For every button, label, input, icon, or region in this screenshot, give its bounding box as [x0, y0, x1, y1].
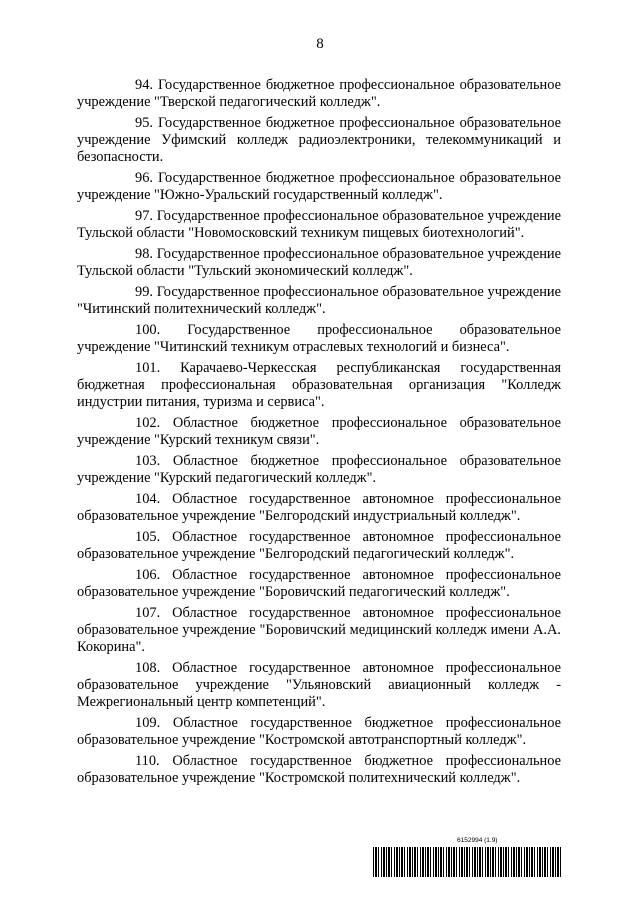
list-item: 95. Государственное бюджетное профессиональное образовательное учреждение Уфимский колледж радиоэлектроники, телекоммуникаций и безопасности.	[77, 115, 561, 165]
barcode-icon	[373, 847, 563, 877]
list-item: 107. Областное государственное автономное профессиональное образовательное учреждение "Боровичский медицинский колледж имени А.А. Кокорина".	[77, 605, 561, 655]
document-code: 6152994 (1.9)	[457, 837, 498, 844]
list-item: 98. Государственное профессиональное образовательное учреждение Тульской области "Тульский экономический колледж".	[77, 246, 561, 279]
list-item: 99. Государственное профессиональное образовательное учреждение "Читинский политехнический колледж".	[77, 284, 561, 317]
list-item: 109. Областное государственное бюджетное профессиональное образовательное учреждение "Костромской автотранспортный колледж".	[77, 715, 561, 748]
page-number: 8	[316, 36, 324, 52]
list-item: 101. Карачаево-Черкесская республиканская государственная бюджетная профессиональная образовательная организация "Колледж индустрии питания, туризма и сервиса".	[77, 360, 561, 410]
list-item: 96. Государственное бюджетное профессиональное образовательное учреждение "Южно-Уральский государственный колледж".	[77, 170, 561, 203]
document-body	[77, 77, 561, 791]
list-item: 110. Областное государственное бюджетное профессиональное образовательное учреждение "Костромской политехнический колледж".	[77, 753, 561, 786]
list-item: 100. Государственное профессиональное образовательное учреждение "Читинский техникум отраслевых технологий и бизнеса".	[77, 322, 561, 355]
list-item: 103. Областное бюджетное профессиональное образовательное учреждение "Курский педагогический колледж".	[77, 453, 561, 486]
list-item: 104. Областное государственное автономное профессиональное образовательное учреждение "Белгородский индустриальный колледж".	[77, 491, 561, 524]
list-item: 94. Государственное бюджетное профессиональное образовательное учреждение "Тверской педагогический колледж".	[77, 77, 561, 110]
list-item: 108. Областное государственное автономное профессиональное образовательное учреждение "Ульяновский авиационный колледж - Межрегиональный центр компетенций".	[77, 660, 561, 710]
list-item: 106. Областное государственное автономное профессиональное образовательное учреждение "Боровичский педагогический колледж".	[77, 567, 561, 600]
list-item: 97. Государственное профессиональное образовательное учреждение Тульской области "Новомосковский техникум пищевых биотехнологий".	[77, 208, 561, 241]
list-item: 102. Областное бюджетное профессиональное образовательное учреждение "Курский техникум связи".	[77, 415, 561, 448]
list-item: 105. Областное государственное автономное профессиональное образовательное учреждение "Белгородский педагогический колледж".	[77, 529, 561, 562]
